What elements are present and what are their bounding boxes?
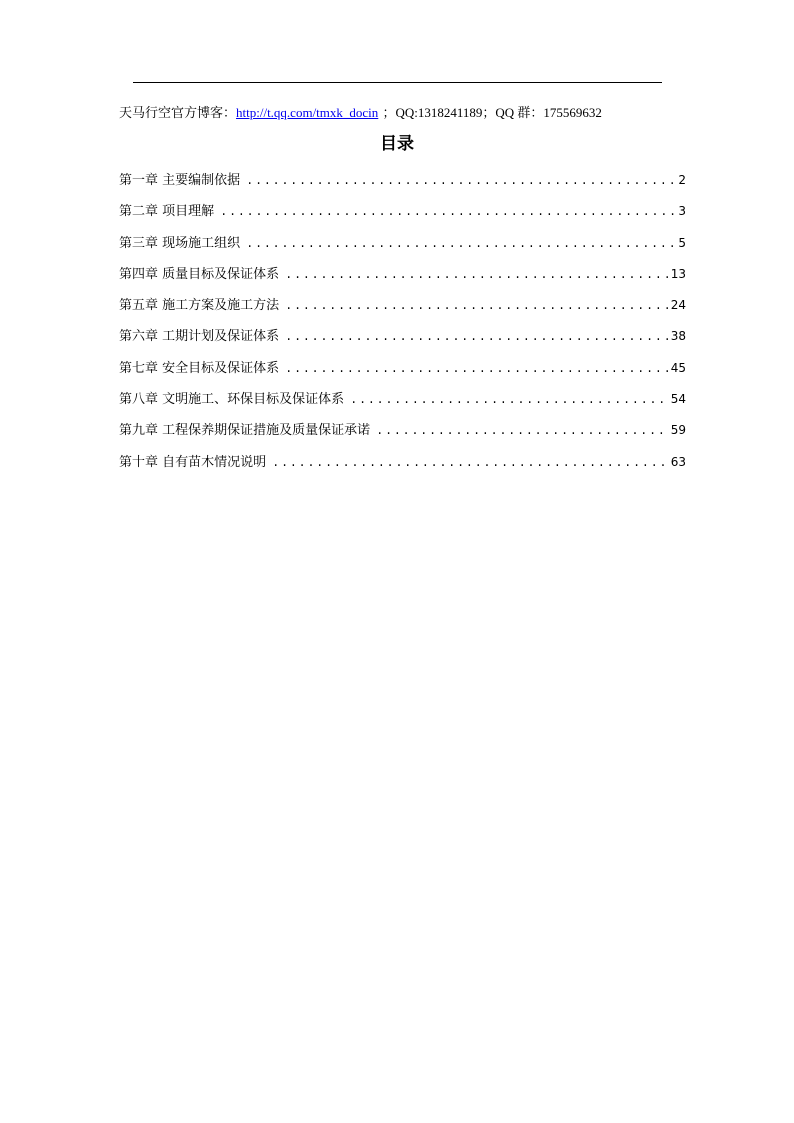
toc-entry-page: 13 xyxy=(670,266,686,281)
toc-entry-label: 第九章 工程保养期保证措施及质量保证承诺 xyxy=(119,423,371,439)
toc-entry-page: 2 xyxy=(678,173,686,187)
toc-entry-label: 第三章 现场施工组织 xyxy=(119,235,241,251)
toc-entry[interactable] xyxy=(119,295,686,326)
header-divider xyxy=(133,82,662,83)
toc-dot-leader xyxy=(285,359,668,379)
blog-link[interactable]: http://t.qq.com/tmxk_docin xyxy=(236,105,379,120)
toc-title: 目录 xyxy=(380,134,414,154)
toc-entry-page: 24 xyxy=(670,298,686,313)
header-prefix: 天马行空官方博客： xyxy=(119,106,237,121)
toc-dot-leader xyxy=(285,265,668,285)
toc-dot-leader xyxy=(350,390,668,410)
toc-entry[interactable] xyxy=(119,233,686,264)
toc-entry[interactable] xyxy=(119,201,686,232)
toc-entry-page: 59 xyxy=(670,423,686,438)
toc-dot-leader xyxy=(246,234,675,254)
toc-entry-label: 第四章 质量目标及保证体系 xyxy=(119,266,280,282)
toc-dot-leader xyxy=(285,327,668,347)
header-line xyxy=(119,104,602,123)
toc-dot-leader xyxy=(376,421,668,441)
toc-list xyxy=(119,170,686,483)
toc-entry[interactable] xyxy=(119,358,686,389)
toc-entry-page: 5 xyxy=(678,235,686,250)
toc-entry-label: 第二章 项目理解 xyxy=(119,204,215,220)
toc-entry[interactable] xyxy=(119,170,686,201)
toc-entry-page: 63 xyxy=(670,454,686,469)
toc-entry[interactable] xyxy=(119,420,686,451)
toc-entry-label: 第六章 工期计划及保证体系 xyxy=(119,329,280,345)
toc-entry-label: 第七章 安全目标及保证体系 xyxy=(119,360,280,376)
toc-entry-label: 第八章 文明施工、环保目标及保证体系 xyxy=(119,392,345,408)
toc-entry[interactable] xyxy=(119,389,686,420)
toc-entry[interactable] xyxy=(119,326,686,357)
toc-entry-page: 38 xyxy=(670,329,686,344)
toc-entry-label: 第十章 自有苗木情况说明 xyxy=(119,454,267,470)
toc-dot-leader xyxy=(220,202,675,222)
toc-entry-label: 第一章 主要编制依据 xyxy=(119,173,241,188)
toc-dot-leader xyxy=(285,296,668,316)
toc-entry-page: 54 xyxy=(670,392,686,407)
toc-entry-page: 45 xyxy=(670,360,686,375)
header-contact: ；QQ:1318241189；QQ 群：175569632 xyxy=(382,105,602,120)
toc-dot-leader xyxy=(246,171,675,191)
toc-dot-leader xyxy=(272,453,668,473)
toc-entry[interactable] xyxy=(119,264,686,295)
toc-entry-page: 3 xyxy=(678,204,686,219)
toc-entry-label: 第五章 施工方案及施工方法 xyxy=(119,298,280,314)
toc-entry[interactable] xyxy=(119,452,686,483)
